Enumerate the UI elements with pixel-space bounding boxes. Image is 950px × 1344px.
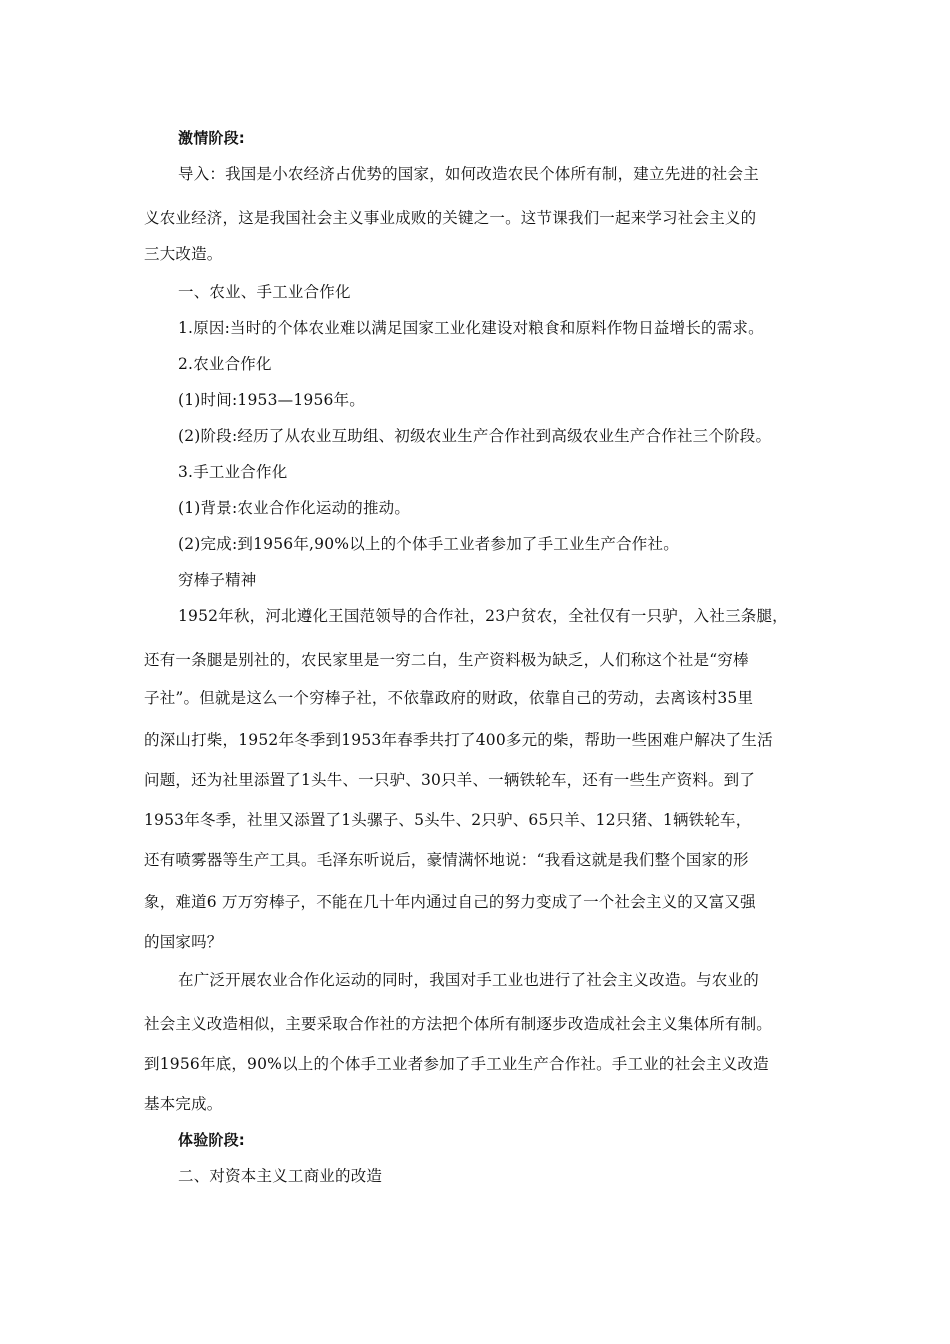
story-line-5: 问题，还为社里添置了1头牛、一只驴、30只羊、一辆铁轮车，还有一些生产资料。到了 xyxy=(144,771,756,789)
point2-time: (1)时间:1953—1956年。 xyxy=(178,391,365,409)
story-line-4: 的深山打柴，1952年冬季到1953年春季共打了400多元的柴，帮助一些困难户解决了生活 xyxy=(144,731,773,749)
story-title: 穷棒子精神 xyxy=(178,571,257,589)
point2-title: 2.农业合作化 xyxy=(178,355,272,373)
handicraft-line-1: 在广泛开展农业合作化运动的同时，我国对手工业也进行了社会主义改造。与农业的 xyxy=(178,971,759,989)
point3-background: (1)背景:农业合作化运动的推动。 xyxy=(178,499,411,517)
intro-line-3: 三大改造。 xyxy=(144,245,223,263)
section1-title: 一、农业、手工业合作化 xyxy=(178,283,351,301)
story-line-3: 子社”。但就是这么一个穷棒子社，不依靠政府的财政，依靠自己的劳动，去离该村35里 xyxy=(144,689,754,707)
heading-passion-stage: 激情阶段: xyxy=(178,129,245,147)
section2-title: 二、对资本主义工商业的改造 xyxy=(178,1167,383,1185)
handicraft-line-2: 社会主义改造相似，主要采取合作社的方法把个体所有制逐步改造成社会主义集体所有制。 xyxy=(144,1015,773,1033)
handicraft-line-3: 到1956年底，90%以上的个体手工业者参加了手工业生产合作社。手工业的社会主义改造 xyxy=(144,1055,769,1073)
story-line-2: 还有一条腿是别社的，农民家里是一穷二白，生产资料极为缺乏，人们称这个社是“穷棒 xyxy=(144,651,749,669)
story-line-9: 的国家吗？ xyxy=(144,933,223,951)
point2-stages: (2)阶段:经历了从农业互助组、初级农业生产合作社到高级农业生产合作社三个阶段。 xyxy=(178,427,772,445)
intro-line-1: 导入：我国是小农经济占优势的国家，如何改造农民个体所有制，建立先进的社会主 xyxy=(178,165,759,183)
handicraft-line-4: 基本完成。 xyxy=(144,1095,223,1113)
intro-line-2: 义农业经济，这是我国社会主义事业成败的关键之一。这节课我们一起来学习社会主义的 xyxy=(144,209,757,227)
point3-title: 3.手工业合作化 xyxy=(178,463,288,481)
story-line-7: 还有喷雾器等生产工具。毛泽东听说后，豪情满怀地说：“我看这就是我们整个国家的形 xyxy=(144,851,749,869)
heading-experience-stage: 体验阶段: xyxy=(178,1131,245,1149)
story-line-6: 1953年冬季，社里又添置了1头骡子、5头牛、2只驴、65只羊、12只猪、1辆铁轮车， xyxy=(144,811,752,829)
story-line-8: 象，难道6 万万穷棒子，不能在几十年内通过自己的努力变成了一个社会主义的又富又强 xyxy=(144,893,756,911)
point3-completion: (2)完成:到1956年,90%以上的个体手工业者参加了手工业生产合作社。 xyxy=(178,535,679,553)
story-line-1: 1952年秋，河北遵化王国范领导的合作社，23户贫农，全社仅有一只驴，入社三条腿， xyxy=(178,607,788,625)
point1-reason: 1.原因:当时的个体农业难以满足国家工业化建设对粮食和原料作物日益增长的需求。 xyxy=(178,319,764,337)
